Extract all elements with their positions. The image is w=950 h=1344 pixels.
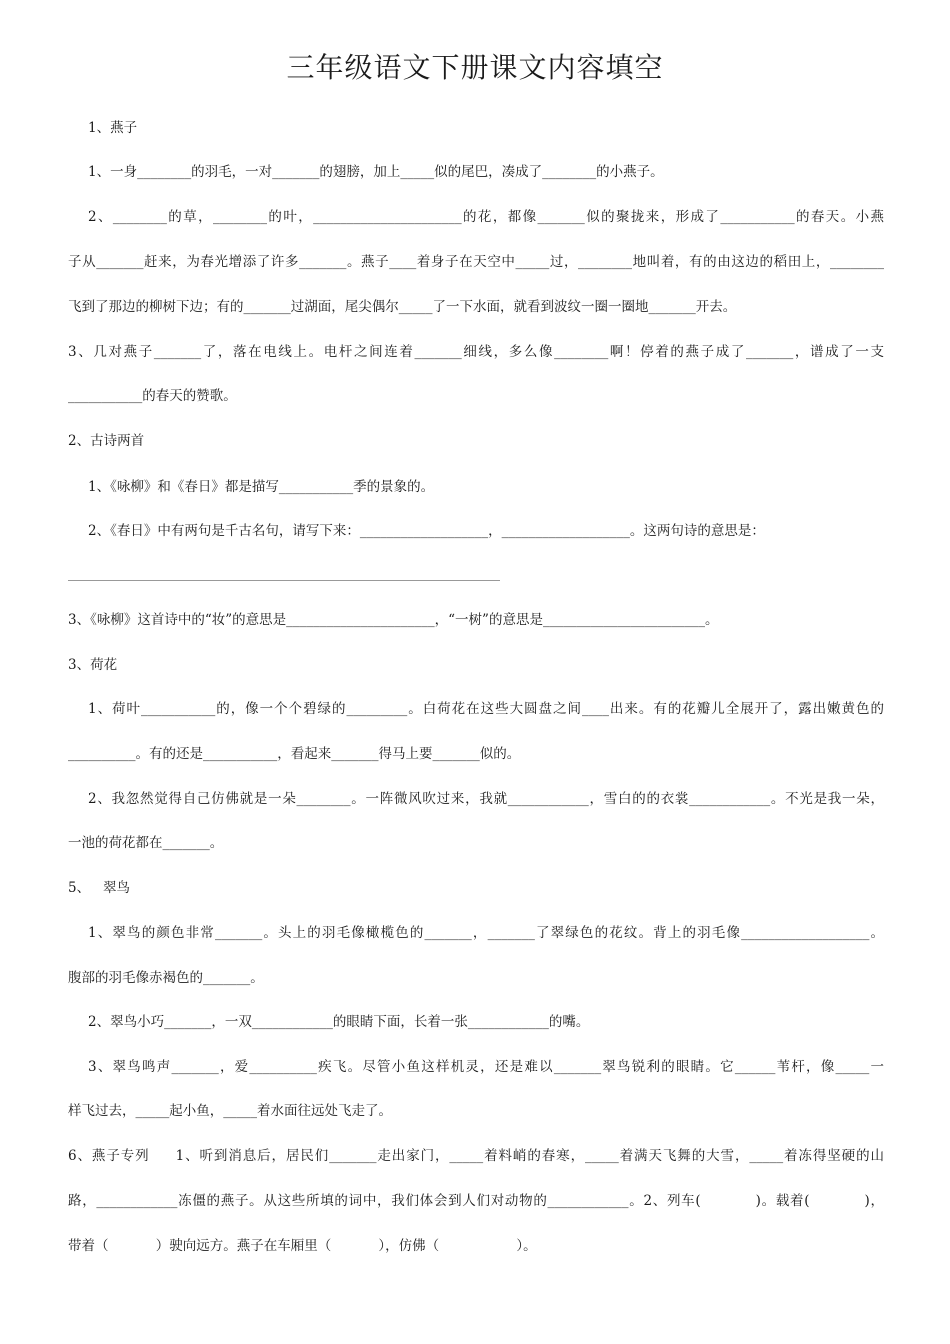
question-line: 2、《春日》中有两句是千古名句，请写下来：___________________，___________________。这两句诗的意思是： xyxy=(88,523,765,539)
section-heading-cuiniao: 5、 翠鸟 xyxy=(68,880,130,896)
question-line: 子从_______赶来，为春光增添了许多_______。燕子____着身子在天空中_____过，________地叫着，有的由这边的稻田上，________ xyxy=(68,254,884,270)
question-line: 1、一身________的羽毛，一对_______的翅膀，加上_____似的尾巴，凑成了________的小燕子。 xyxy=(88,164,664,180)
answer-blank-line xyxy=(68,580,500,581)
question-line: 2、翠鸟小巧_______，一双____________的眼睛下面，长着一张____________的嘴。 xyxy=(88,1014,590,1030)
section-heading-hehua: 3、荷花 xyxy=(68,657,118,673)
question-line: 3、几对燕子_______了，落在电线上。电杆之间连着_______细线，多么像________啊！停着的燕子成了_______，谱成了一支 xyxy=(68,344,884,360)
section-heading-yanzi: 1、燕子 xyxy=(88,120,138,136)
question-line: 路，____________冻僵的燕子。从这些所填的词中，我们体会到人们对动物的____________。2、列车( )。载着( )， xyxy=(68,1193,884,1209)
section-heading-yanzi-zhuanlie: 6、燕子专列 1、听到消息后，居民们_______走出家门，_____着料峭的春寒，_____着满天飞舞的大雪，_____着冻得坚硬的山 xyxy=(68,1148,884,1164)
section-heading-gushi: 2、古诗两首 xyxy=(68,433,145,449)
question-line: 一池的荷花都在_______。 xyxy=(68,835,224,851)
question-line: 1、荷叶___________的，像一个个碧绿的_________。白荷花在这些大圆盘之间____出来。有的花瓣儿全展开了，露出嫩黄色的 xyxy=(88,701,884,717)
question-line: 2、我忽然觉得自己仿佛就是一朵________。一阵微风吹过来，我就____________，雪白的的衣裳____________。不光是我一朵， xyxy=(88,791,884,807)
question-line: 带着（ ）驶向远方。燕子在车厢里（ ），仿佛（ ）。 xyxy=(68,1238,537,1254)
question-line: ___________的春天的赞歌。 xyxy=(68,388,237,404)
page-title: 三年级语文下册课文内容填空 xyxy=(286,51,664,84)
question-line: 飞到了那边的柳树下边；有的_______过湖面，尾尖偶尔_____了一下水面，就看到波纹一圈一圈地_______开去。 xyxy=(68,299,737,315)
question-line: 3、《咏柳》这首诗中的“妆”的意思是______________________，“一树”的意思是________________________。 xyxy=(68,612,719,628)
question-line: 1、《咏柳》和《春日》都是描写___________季的景象的。 xyxy=(88,479,435,495)
question-line: 1、翠鸟的颜色非常_______。头上的羽毛像橄榄色的_______，_______了翠绿色的花纹。背上的羽毛像___________________。 xyxy=(88,925,884,941)
question-line: 3、翠鸟鸣声_______，爱__________疾飞。尽管小鱼这样机灵，还是难以_______翠鸟锐利的眼睛。它______苇杆，像_____一 xyxy=(88,1059,884,1075)
question-line: 样飞过去，_____起小鱼，_____着水面往远处飞走了。 xyxy=(68,1103,392,1119)
question-line: 腹部的羽毛像赤褐色的_______。 xyxy=(68,970,264,986)
question-line: 2、________的草，________的叶，______________________的花，都像_______似的聚拢来，形成了___________的春天。小燕 xyxy=(88,209,884,225)
question-line: __________。有的还是___________，看起来_______得马上要_______似的。 xyxy=(68,746,521,762)
